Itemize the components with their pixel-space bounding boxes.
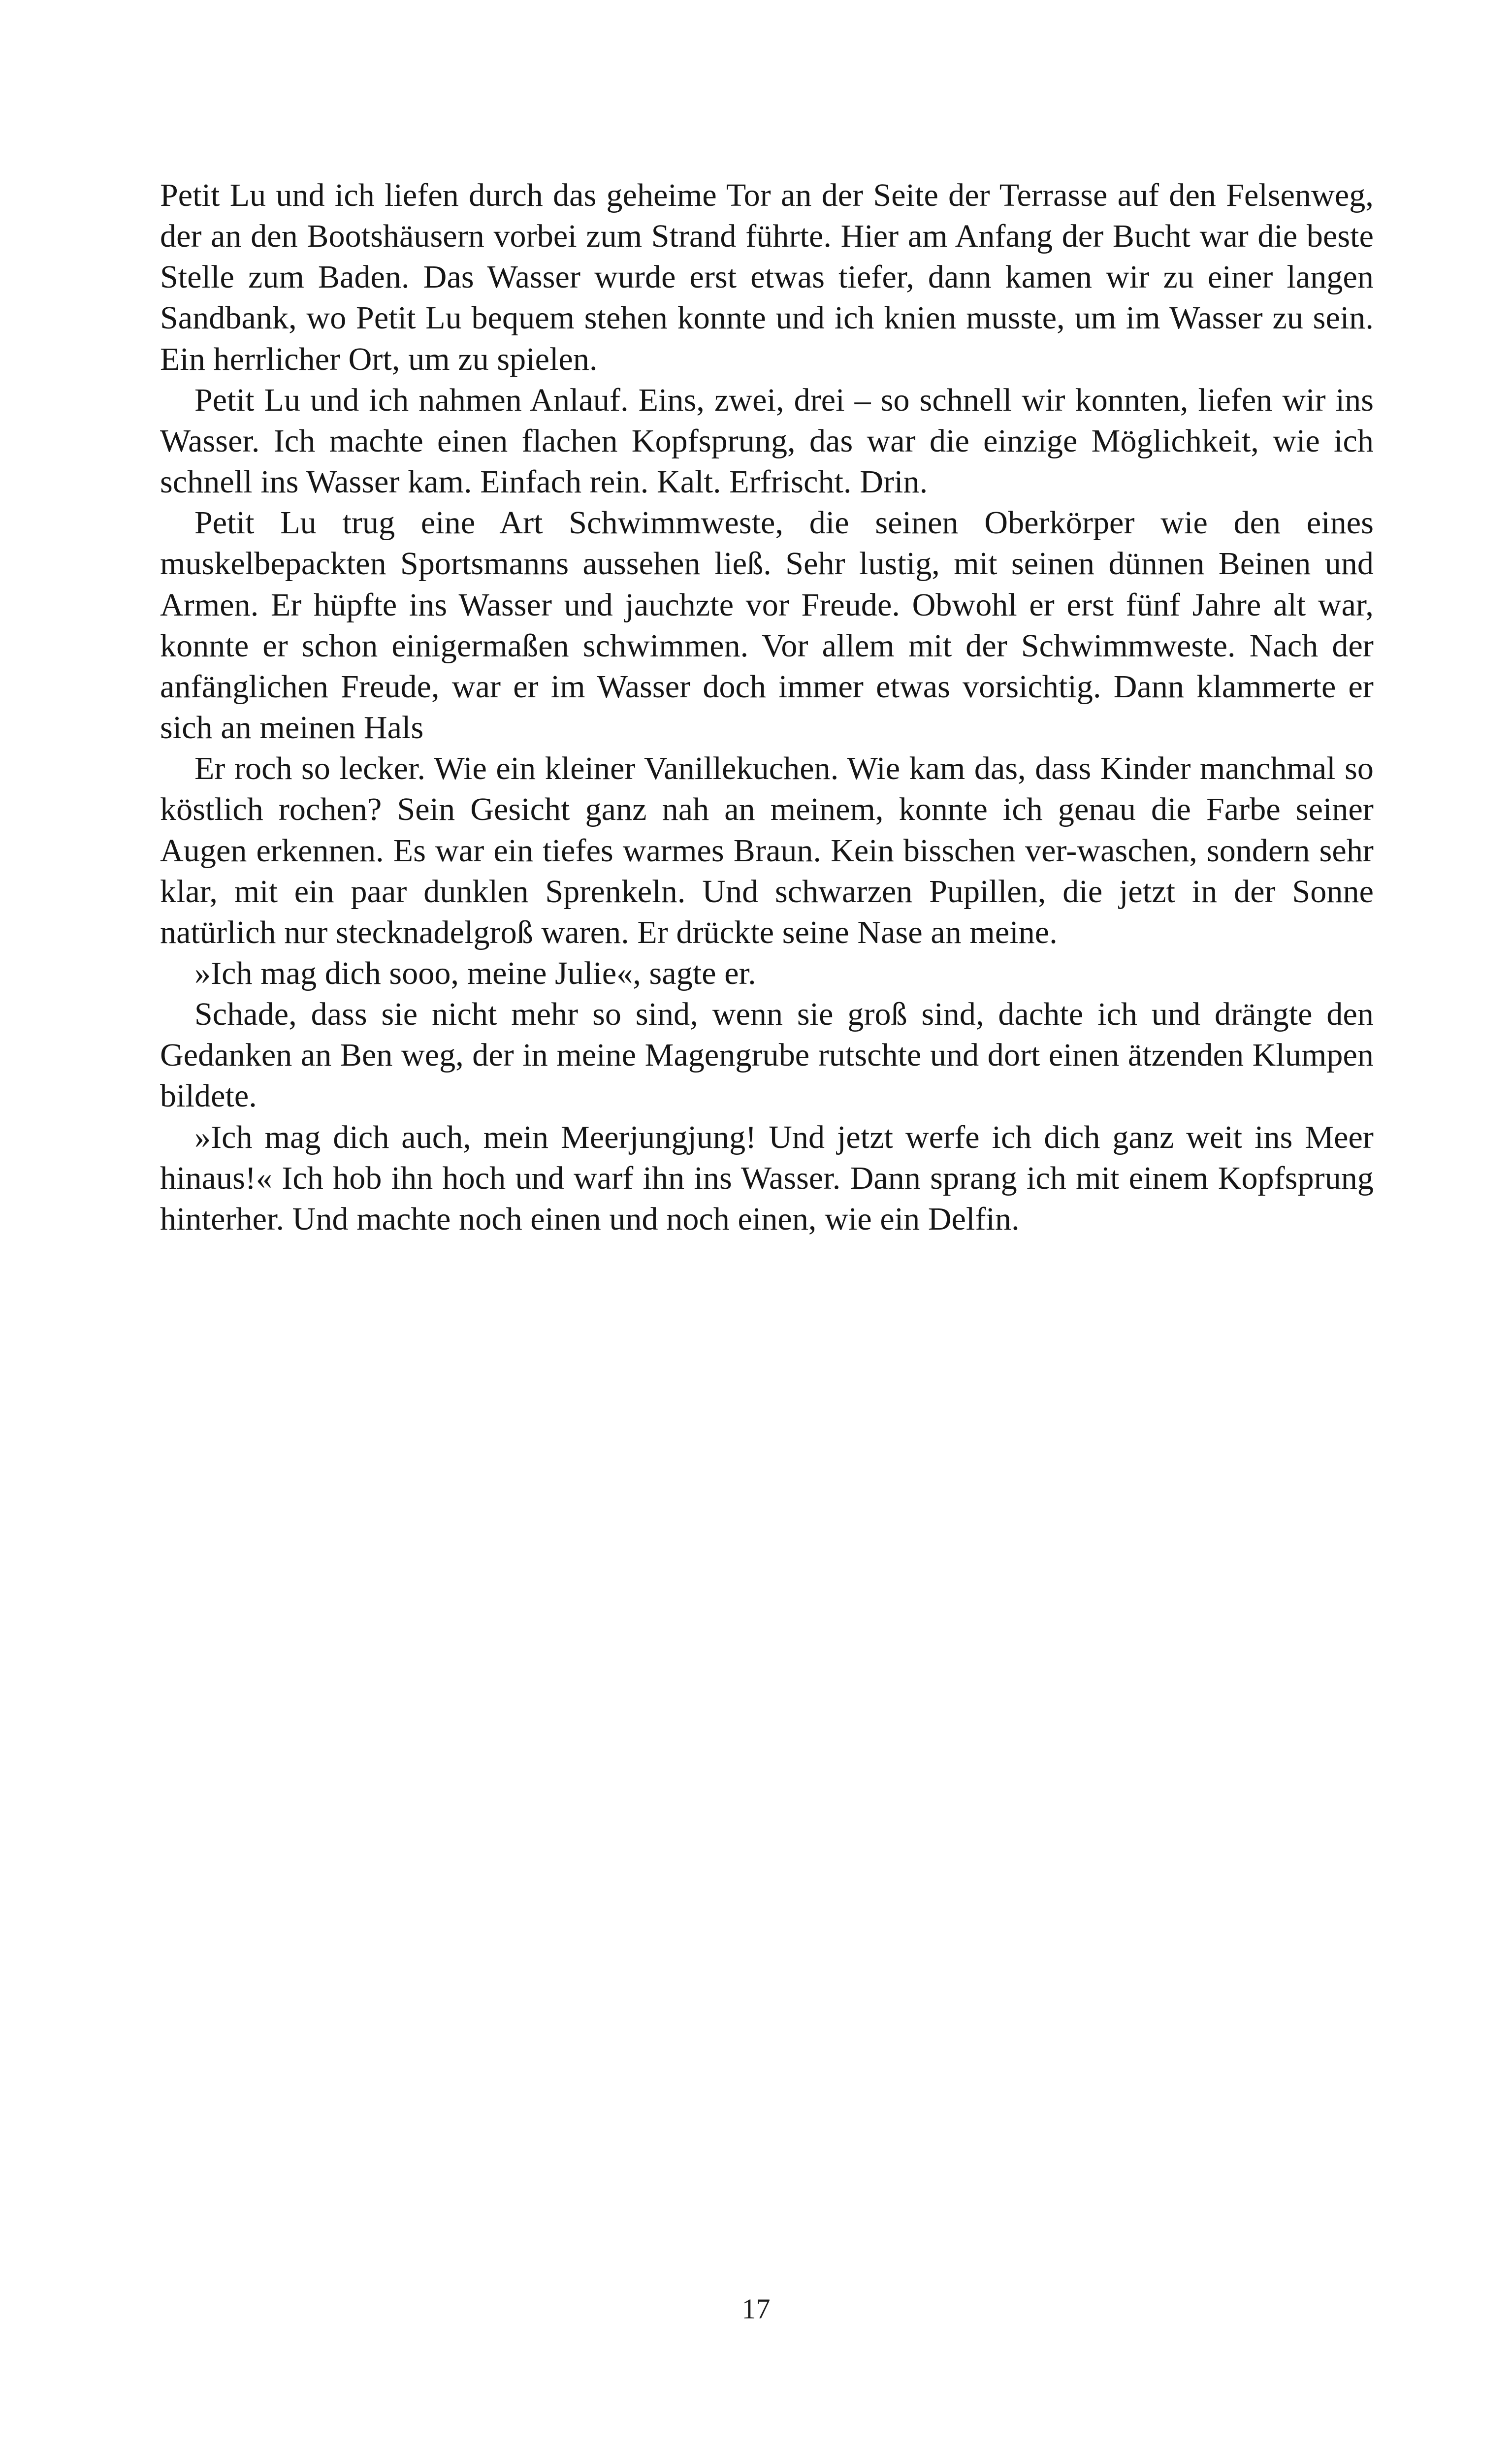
paragraph: »Ich mag dich auch, mein Meerjungjung! Und jetzt werfe ich dich ganz weit ins Meer hinaus!« Ich hob ihn hoch und warf ihn ins Wasser. Dann sprang ich mit einem Kopfsprung hinterher. Und machte noch einen und noch einen, wie ein Delfin. xyxy=(160,1119,1374,1237)
body-text xyxy=(160,175,1374,1239)
paragraph: »Ich mag dich sooo, meine Julie«, sagte er. xyxy=(194,955,756,991)
page-number: 17 xyxy=(741,2293,771,2325)
paragraph: Petit Lu und ich liefen durch das geheime Tor an der Seite der Terrasse auf den Felsenweg, der an den Bootshäusern vorbei zum Strand führte. Hier am Anfang der Bucht war die beste Stelle zum Baden. Das Wasser wurde erst etwas tiefer, dann kamen wir zu einer langen Sandbank, wo Petit Lu bequem stehen konnte und ich knien musste, um im Wasser zu sein. Ein herrlicher Ort, um zu spielen. xyxy=(160,177,1374,377)
paragraph: Petit Lu und ich nahmen Anlauf. Eins, zwei, drei – so schnell wir konnten, liefen wir ins Wasser. Ich machte einen flachen Kopfsprung, das war die einzige Möglichkeit, wie ich schnell ins Wasser kam. Einfach rein. Kalt. Erfrischt. Drin. xyxy=(160,382,1374,500)
paragraph: Er roch so lecker. Wie ein kleiner Vanillekuchen. Wie kam das, dass Kinder manchmal so köstlich rochen? Sein Gesicht ganz nah an meinem, konnte ich genau die Farbe seiner Augen erkennen. Es war ein tiefes warmes Braun. Kein bisschen ver-waschen, sondern sehr klar, mit ein paar dunklen Sprenkeln. Und schwarzen Pupillen, die jetzt in der Sonne natürlich nur stecknadelgroß waren. Er drückte seine Nase an meine. xyxy=(160,750,1374,950)
paragraph: Petit Lu trug eine Art Schwimmweste, die seinen Oberkörper wie den eines muskelbepackten Sportsmanns aussehen ließ. Sehr lustig, mit seinen dünnen Beinen und Armen. Er hüpfte ins Wasser und jauchzte vor Freude. Obwohl er erst fünf Jahre alt war, konnte er schon einigermaßen schwimmen. Vor allem mit der Schwimmweste. Nach der anfänglichen Freude, war er im Wasser doch immer etwas vorsichtig. Dann klammerte er sich an meinen Hals xyxy=(160,505,1374,746)
paragraph: Schade, dass sie nicht mehr so sind, wenn sie groß sind, dachte ich und drängte den Gedanken an Ben weg, der in meine Magengrube rutschte und dort einen ätzenden Klumpen bildete. xyxy=(160,996,1374,1114)
